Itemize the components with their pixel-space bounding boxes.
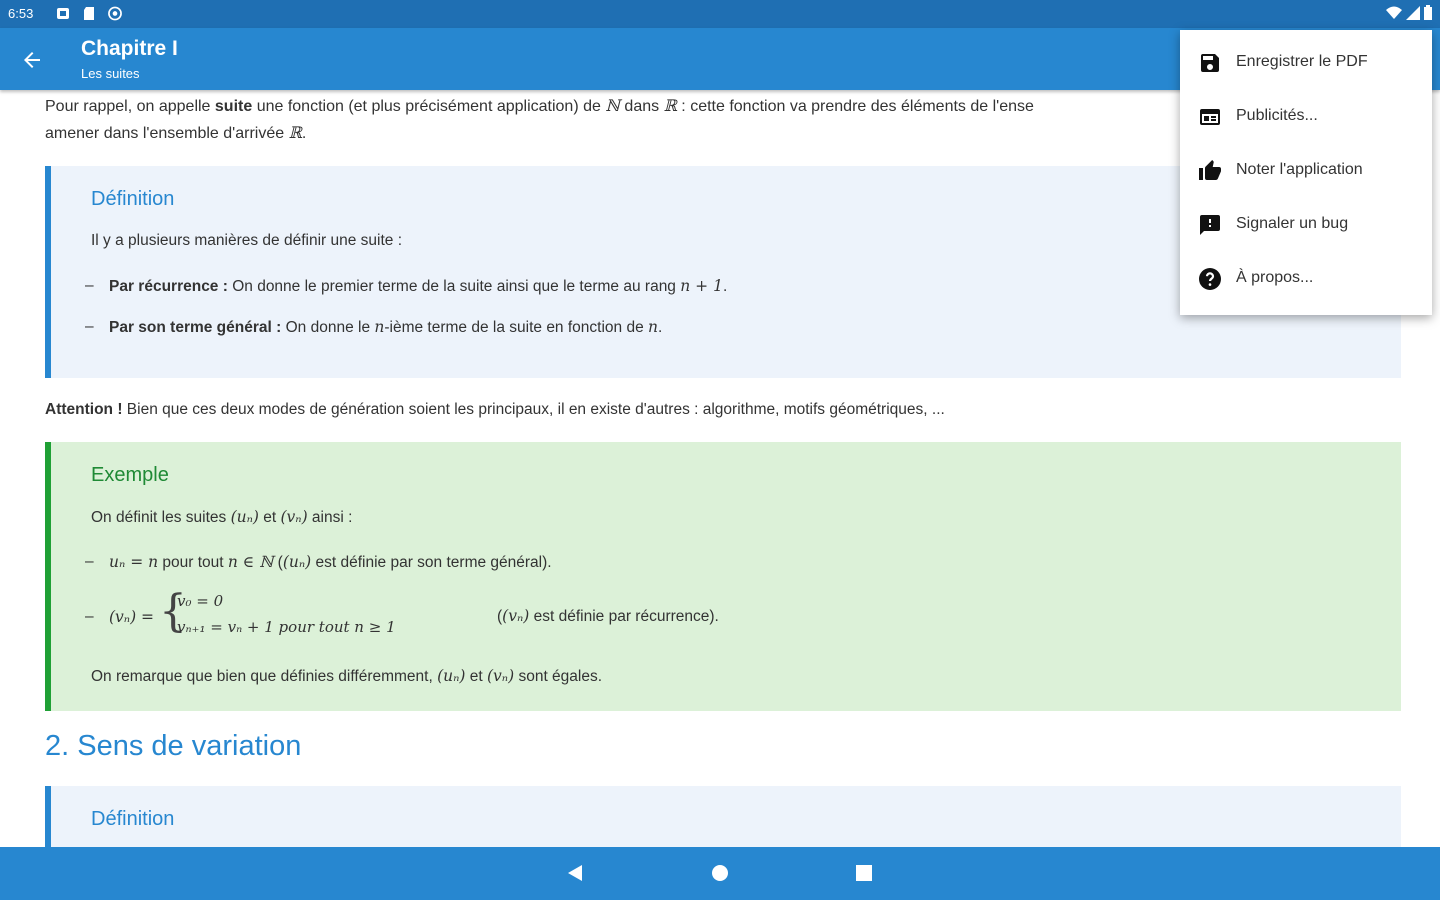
menu-item-about[interactable] bbox=[1180, 252, 1432, 306]
example-intro: On définit les suites (uₙ) et (vₙ) ainsi : bbox=[91, 508, 353, 526]
menu-label: À propos... bbox=[1236, 269, 1314, 286]
example-title: Exemple bbox=[91, 464, 169, 486]
system-line-2: vₙ₊₁ = vₙ + 1 pour tout n ≥ 1 bbox=[177, 618, 396, 636]
navigation-bar bbox=[0, 847, 1440, 900]
definition-box-2 bbox=[45, 786, 1401, 847]
definition-title-2: Définition bbox=[91, 808, 175, 830]
nav-recents-icon[interactable] bbox=[855, 864, 873, 882]
signal-icon bbox=[1406, 6, 1420, 20]
back-arrow-icon[interactable] bbox=[20, 48, 44, 72]
nav-home-icon[interactable] bbox=[711, 864, 729, 882]
system-line-1: v₀ = 0 bbox=[177, 592, 224, 610]
example-item-un: – uₙ = n pour tout n ∈ ℕ ((uₙ) est définie par son terme général). bbox=[85, 553, 552, 571]
definition-intro: Il y a plusieurs manières de définir une suite : bbox=[91, 232, 403, 249]
example-item-vn-note: ((vₙ) est définie par récurrence). bbox=[497, 607, 719, 625]
definition-title: Définition bbox=[91, 188, 175, 210]
attention-note: Attention ! Bien que ces deux modes de génération soient les principaux, il en existe d'autres : algorithme, motifs géométriques, ... bbox=[45, 401, 945, 418]
notification-icon bbox=[56, 6, 70, 21]
definition-item-recurrence: – Par récurrence : On donne le premier terme de la suite ainsi que le terme au rang n + 1. bbox=[85, 277, 728, 295]
menu-label: Noter l'application bbox=[1236, 161, 1363, 178]
status-time: 6:53 bbox=[8, 6, 34, 21]
example-conclusion: On remarque que bien que définies différemment, (uₙ) et (vₙ) sont égales. bbox=[91, 667, 603, 685]
menu-label: Publicités... bbox=[1236, 107, 1318, 124]
status-right-icons bbox=[1386, 5, 1432, 20]
intro-line-1: Pour rappel, on appelle suite une fonction (et plus précisément application) de ℕ dans ℝ : cette fonction va prendre des éléments de l'ense bbox=[45, 96, 1034, 115]
definition-item-general-term: – Par son terme général : On donne le n-ième terme de la suite en fonction de n. bbox=[85, 318, 663, 336]
wifi-icon bbox=[1386, 6, 1402, 20]
save-icon bbox=[1198, 51, 1222, 75]
ads-icon bbox=[1198, 105, 1222, 129]
sd-card-icon bbox=[82, 6, 96, 21]
example-box bbox=[45, 442, 1401, 711]
menu-item-ads[interactable] bbox=[1180, 90, 1432, 144]
menu-label: Enregistrer le PDF bbox=[1236, 53, 1368, 70]
intro-line-2: amener dans l'ensemble d'arrivée ℝ. bbox=[45, 123, 307, 142]
menu-item-rate-app[interactable] bbox=[1180, 144, 1432, 198]
menu-label: Signaler un bug bbox=[1236, 215, 1349, 232]
page-title: Chapitre I bbox=[81, 37, 178, 60]
status-bar bbox=[0, 0, 1440, 28]
report-icon bbox=[1198, 213, 1222, 237]
thumb-up-icon bbox=[1198, 159, 1222, 183]
example-item-vn: – (vₙ) = bbox=[85, 608, 155, 626]
menu-item-save-pdf[interactable] bbox=[1180, 36, 1432, 90]
sync-icon bbox=[108, 6, 122, 21]
section-heading: 2. Sens de variation bbox=[45, 730, 302, 762]
nav-back-icon[interactable] bbox=[566, 864, 584, 882]
system-brace: { bbox=[159, 586, 187, 637]
overflow-menu bbox=[1180, 30, 1432, 315]
help-icon bbox=[1198, 267, 1222, 291]
page-subtitle: Les suites bbox=[81, 66, 140, 81]
battery-icon bbox=[1424, 5, 1432, 20]
menu-item-report-bug[interactable] bbox=[1180, 198, 1432, 252]
